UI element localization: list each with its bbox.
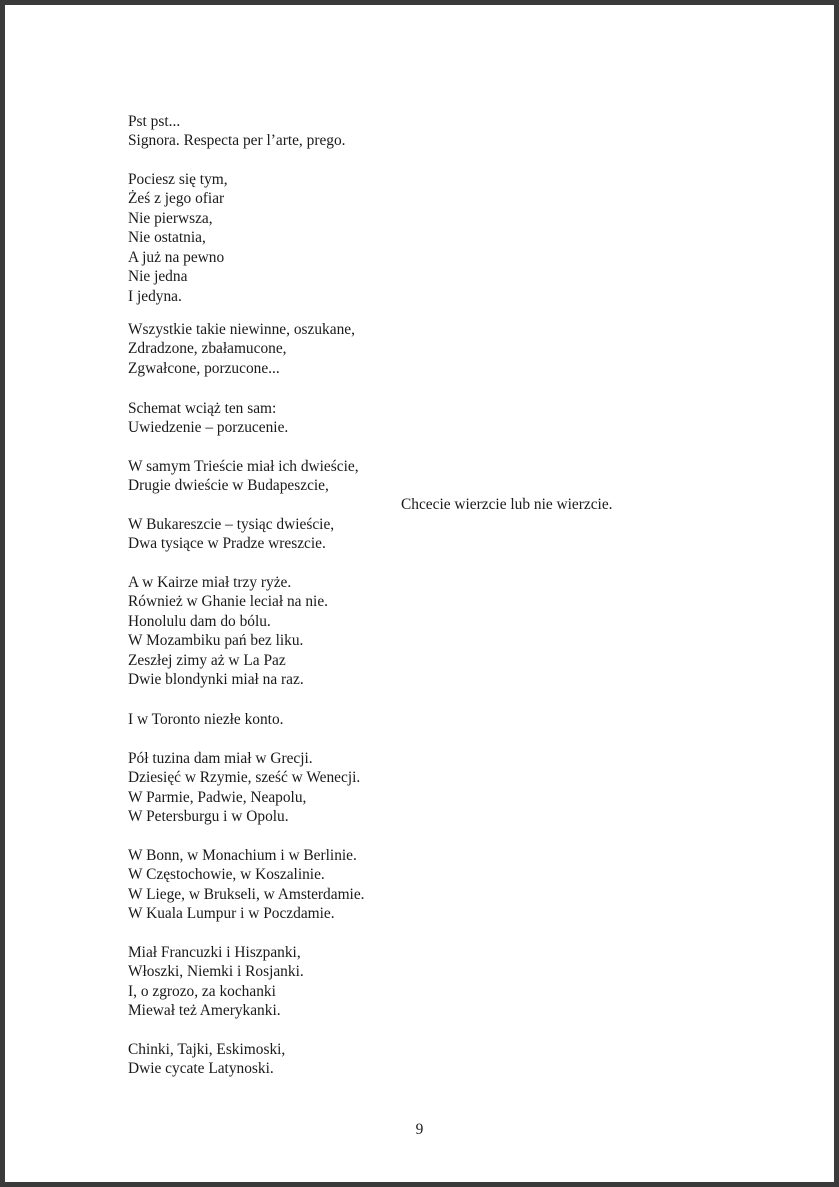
stanza-8: [128, 710, 284, 729]
verse-line: Nie jedna: [128, 268, 188, 286]
verse-line: Wszystkie takie niewinne, oszukane,: [128, 321, 355, 338]
verse-line: Włoszki, Niemki i Rosjanki.: [128, 963, 304, 981]
verse-line: Pst pst...: [128, 113, 181, 130]
verse-line: Dwie blondynki miał na raz.: [128, 671, 304, 689]
verse-line: Signora. Respecta per l’arte, prego.: [128, 132, 346, 150]
stanza-7: [128, 573, 328, 690]
verse-line: Zeszłej zimy aż w La Paz: [128, 651, 286, 669]
verse-line: Chinki, Tajki, Eskimoski,: [128, 1041, 286, 1058]
stanza-1: [128, 112, 346, 151]
stanza-4: [128, 399, 288, 438]
verse-line: A już na pewno: [128, 248, 225, 266]
verse-line: Pociesz się tym,: [128, 171, 228, 188]
verse-line: Dziesięć w Rzymie, sześć w Wenecji.: [128, 769, 361, 787]
verse-line: W Liege, w Brukseli, w Amsterdamie.: [128, 885, 365, 903]
verse-line: Drugie dwieście w Budapeszcie,: [128, 477, 329, 495]
page-number: 9: [415, 1121, 424, 1138]
verse-line: Schemat wciąż ten sam:: [128, 400, 277, 417]
stanza-2: [128, 170, 228, 306]
stanza-11: [128, 943, 304, 1021]
verse-line: Honolulu dam do bólu.: [128, 612, 271, 630]
stanza-12: [128, 1040, 285, 1079]
verse-line: Zgwałcone, porzucone...: [128, 359, 280, 377]
stanza-5: [128, 457, 359, 496]
stanza-9: [128, 749, 360, 827]
verse-line: W Bonn, w Monachium i w Berlinie.: [128, 847, 357, 864]
verse-line: Zdradzone, zbałamucone,: [128, 340, 287, 358]
verse-line: W samym Trieście miał ich dwieście,: [128, 458, 359, 475]
verse-line: Dwie cycate Latynoski.: [128, 1060, 274, 1078]
verse-line: Również w Ghanie leciał na nie.: [128, 593, 329, 611]
verse-line: Miał Francuzki i Hiszpanki,: [128, 944, 301, 961]
stanza-6: [128, 515, 334, 554]
verse-line: Pół tuzina dam miał w Grecji.: [128, 750, 313, 767]
verse-line: Żeś z jego ofiar: [128, 190, 225, 208]
verse-line: W Mozambiku pań bez liku.: [128, 632, 304, 650]
verse-line: W Częstochowie, w Koszalinie.: [128, 866, 325, 884]
verse-line: A w Kairze miał trzy ryże.: [128, 574, 292, 591]
verse-line: I w Toronto niezłe konto.: [128, 711, 284, 728]
stanza-10: [128, 846, 365, 924]
verse-line: W Bukareszcie – tysiąc dwieście,: [128, 516, 335, 533]
stanza-3: [128, 320, 355, 378]
verse-line: W Kuala Lumpur i w Poczdamie.: [128, 905, 335, 923]
verse-line: I jedyna.: [128, 287, 182, 305]
verse-line: I, o zgrozo, za kochanki: [128, 982, 276, 1000]
verse-line: Miewał też Amerykanki.: [128, 1002, 281, 1020]
verse-line: Uwiedzenie – porzucenie.: [128, 419, 289, 437]
verse-line: Nie ostatnia,: [128, 229, 206, 247]
verse-line: W Parmie, Padwie, Neapolu,: [128, 788, 307, 806]
aside-remark: Chcecie wierzcie lub nie wierzcie.: [401, 496, 613, 513]
verse-line: Nie pierwsza,: [128, 209, 213, 227]
verse-line: W Petersburgu i w Opolu.: [128, 808, 289, 826]
verse-line: Dwa tysiące w Pradze wreszcie.: [128, 535, 326, 553]
